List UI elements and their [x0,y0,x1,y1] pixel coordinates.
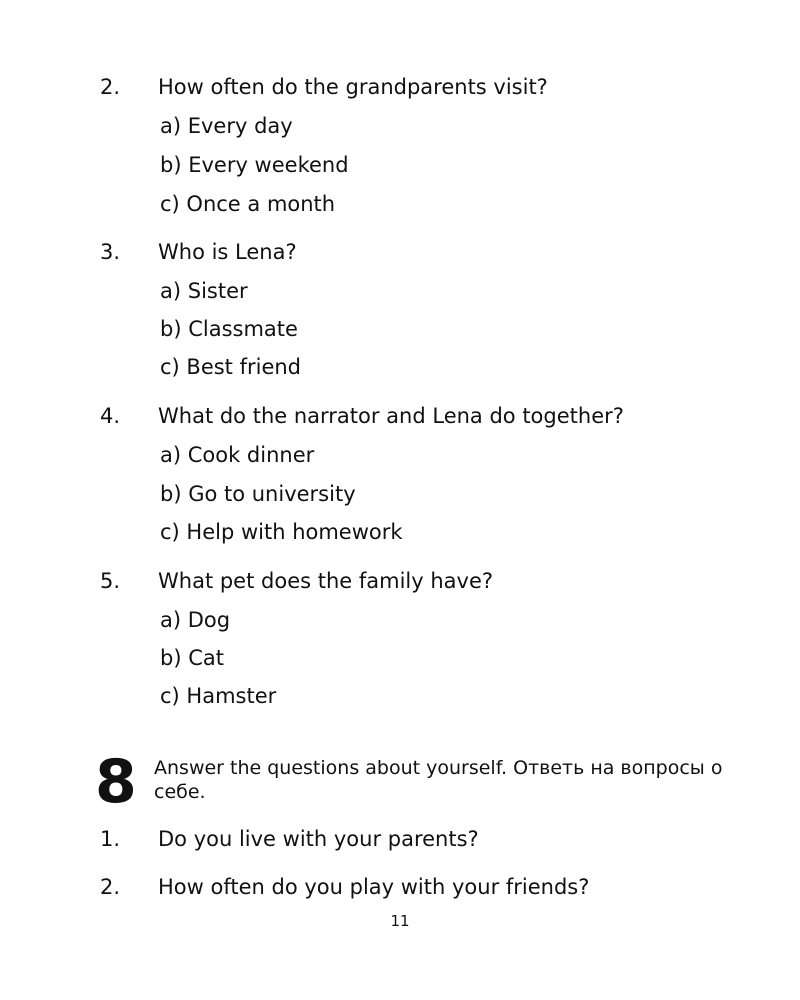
question-text: Who is Lena? [158,240,297,264]
question-number: 2. [100,75,121,99]
answer-option: b) Every weekend [160,153,349,177]
question-text: What pet does the family have? [158,569,494,593]
question-text: How often do the grandparents visit? [158,75,548,99]
task-number: 8 [95,747,137,817]
answer-option: c) Best friend [160,355,302,379]
question-text: Do you live with your parents? [158,827,479,851]
answer-option: c) Once a month [160,192,336,216]
answer-option: a) Cook dinner [160,443,315,467]
question-number: 5. [100,569,121,593]
question-text: How often do you play with your friends? [158,875,590,899]
question-number: 3. [100,240,121,264]
answer-option: a) Every day [160,114,293,138]
instruction-english: Answer the questions about yourself. [154,757,508,779]
answer-option: c) Hamster [160,684,277,708]
answer-option: c) Help with homework [160,520,403,544]
answer-option: a) Sister [160,279,248,303]
answer-option: b) Classmate [160,317,298,341]
task-instruction [154,756,734,804]
question-number: 4. [100,404,121,428]
answer-option: a) Dog [160,608,231,632]
instruction-russian: Ответь на вопросы о себе. [154,757,723,803]
answer-option: b) Cat [160,646,224,670]
question-text: What do the narrator and Lena do together? [158,404,624,428]
question-number: 2. [100,875,121,899]
answer-option: b) Go to university [160,482,356,506]
page-number: 11 [390,912,410,930]
question-number: 1. [100,827,121,851]
